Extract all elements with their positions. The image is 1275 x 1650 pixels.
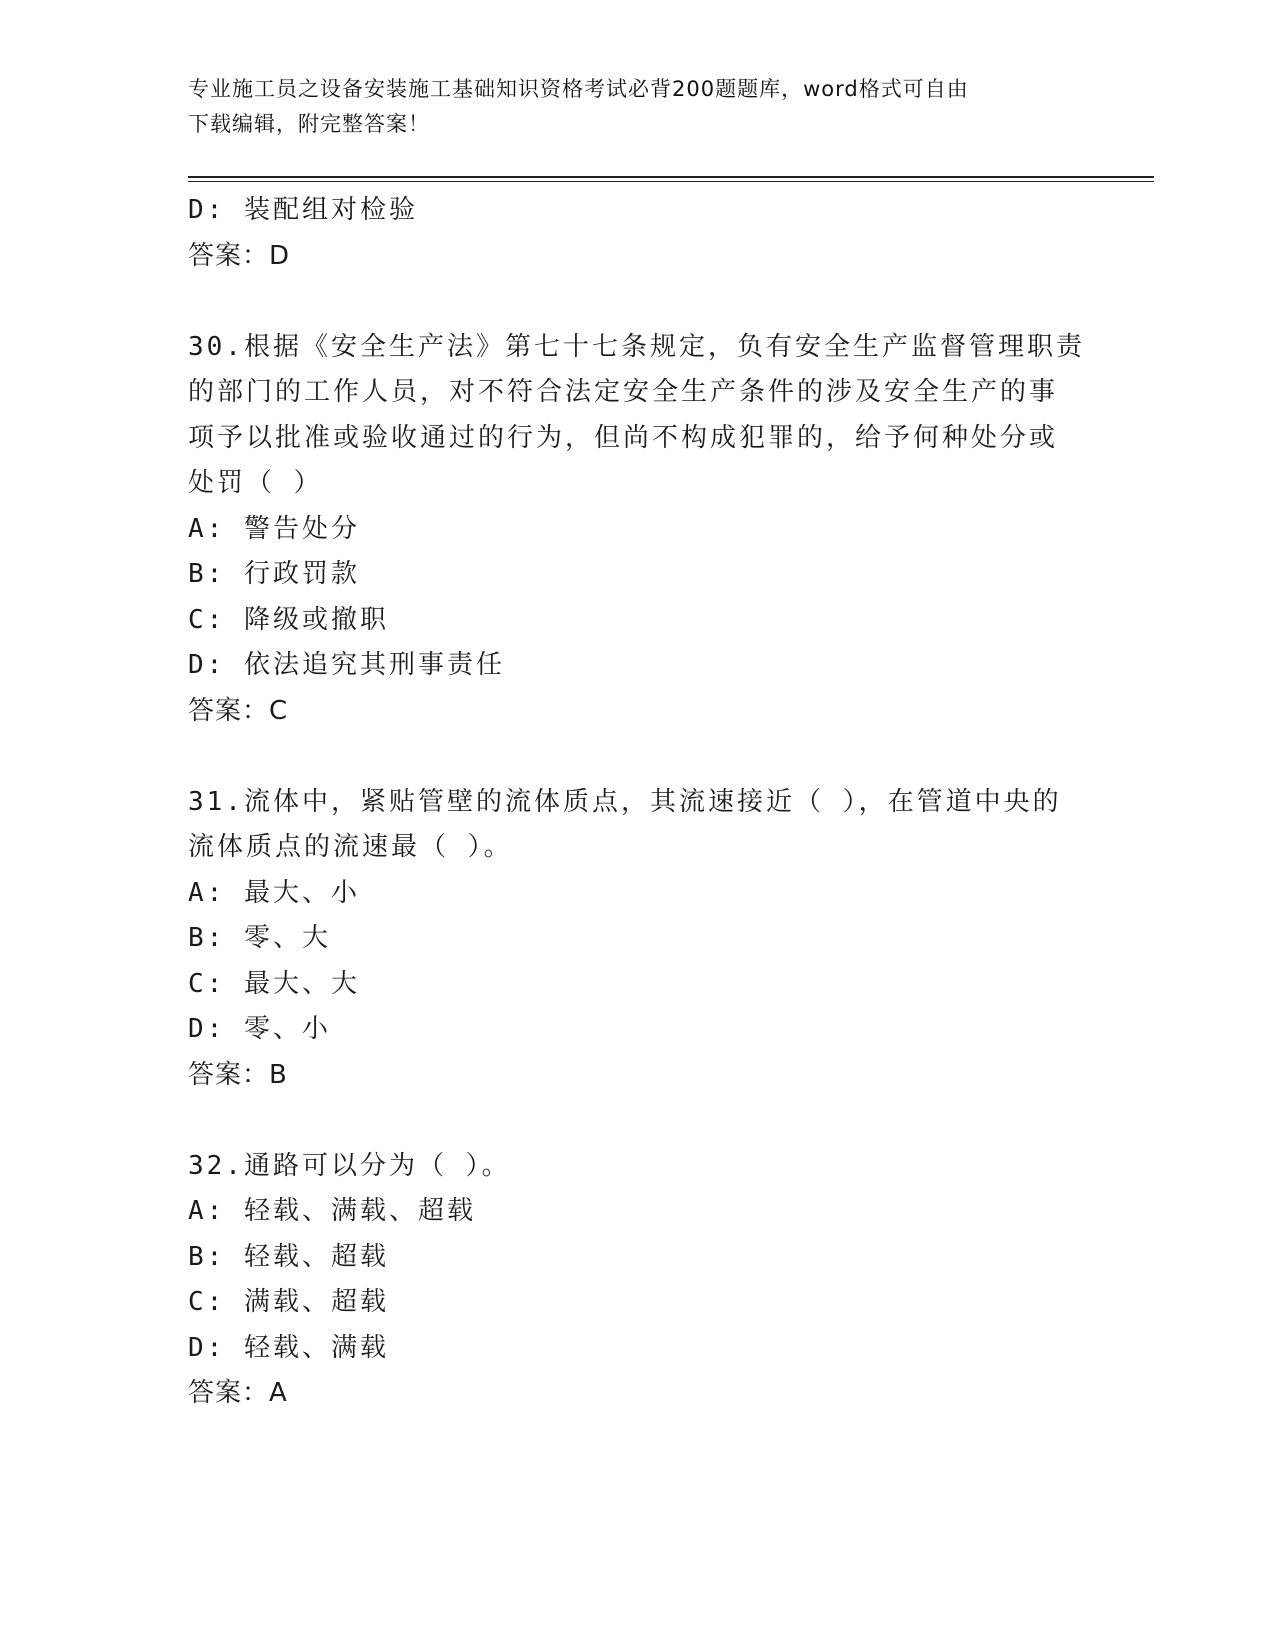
question-30-option-a: A: 警告处分 (188, 513, 360, 544)
header-rule-thick (188, 176, 1154, 178)
question-31-option-d: D: 零、小 (188, 1014, 331, 1044)
question-30-option-d: D: 依法追究其刑事责任 (188, 650, 505, 680)
question-31-text-line-2: 流体质点的流速最（ ）。 (188, 832, 513, 862)
question-content (188, 188, 1088, 1417)
question-31-text-line-1: 31.流体中，紧贴管壁的流体质点，其流速接近（ ），在管道中央的 (188, 786, 1062, 817)
spacer (188, 734, 1088, 780)
header-title-line-2: 下载编辑，附完整答案！ (188, 112, 430, 136)
prev-answer: 答案：D (188, 240, 291, 271)
question-30-text-line-1: 30.根据《安全生产法》第七十七条规定，负有安全生产监督管理职责 (188, 331, 1085, 362)
question-32-answer: 答案：A (188, 1378, 288, 1408)
question-32-option-d: D: 轻载、满载 (188, 1332, 389, 1363)
question-32-option-b: B: 轻载、超载 (188, 1241, 389, 1272)
question-32-text-line-1: 32.通路可以分为（ ）。 (188, 1150, 511, 1181)
header-rule-thin (188, 181, 1154, 182)
page-header (188, 72, 1068, 142)
spacer (188, 279, 1088, 325)
question-30-text-line-3: 项予以批准或验收通过的行为，但尚不构成犯罪的，给予何种处分或 (188, 422, 1059, 453)
spacer (188, 1098, 1088, 1144)
question-30-answer: 答案：C (188, 695, 289, 726)
question-31-option-a: A: 最大、小 (188, 877, 360, 908)
question-30-option-b: B: 行政罚款 (188, 559, 360, 589)
question-31-answer: 答案：B (188, 1059, 288, 1090)
header-title-line-1: 专业施工员之设备安装施工基础知识资格考试必背200题题库，word格式可自由 (188, 77, 969, 101)
question-31-option-b: B: 零、大 (188, 923, 331, 953)
question-32-option-a: A: 轻载、满载、超载 (188, 1196, 476, 1226)
question-30-option-c: C: 降级或撤职 (188, 604, 389, 635)
question-32-option-c: C: 满载、超载 (188, 1287, 389, 1317)
prev-option-d: D: 装配组对检验 (188, 195, 418, 225)
question-30-text-line-4: 处罚（ ） (188, 468, 323, 498)
question-30-text-line-2: 的部门的工作人员，对不符合法定安全生产条件的涉及安全生产的事 (188, 377, 1059, 407)
question-31-option-c: C: 最大、大 (188, 968, 360, 999)
